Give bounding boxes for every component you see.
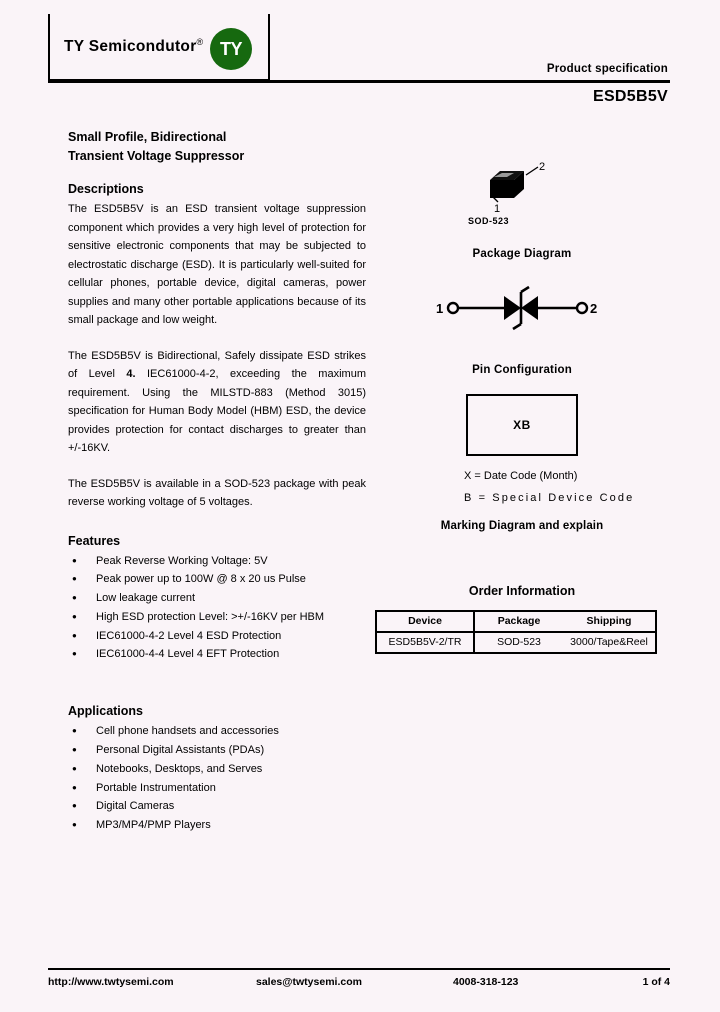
list-item: ● High ESD protection Level: >+/-16KV per HBM xyxy=(68,608,366,627)
left-column xyxy=(68,128,366,835)
svg-text:2: 2 xyxy=(539,162,546,173)
marking-box xyxy=(466,394,578,456)
description-level-value: 4. xyxy=(126,368,136,380)
features-heading: Features xyxy=(68,533,121,548)
list-item: ● Peak power up to 100W @ 8 x 20 us Pulse xyxy=(68,570,366,589)
descriptions-heading: Descriptions xyxy=(68,182,144,196)
package-3d-icon xyxy=(482,162,554,219)
order-information-table xyxy=(375,610,657,654)
list-item: ● Cell phone handsets and accessories xyxy=(68,722,366,741)
cell-shipping: 3000/Tape&Reel xyxy=(563,632,656,653)
pin-configuration-block xyxy=(372,268,672,364)
svg-text:1: 1 xyxy=(436,301,444,316)
marking-diagram-caption: Marking Diagram and explain xyxy=(440,520,604,532)
part-number-title: ESD5B5V xyxy=(592,88,668,105)
footer-divider xyxy=(48,968,670,970)
footer-email-link[interactable]: sales@twtysemi.com xyxy=(256,976,362,988)
document-title-line-1: Small Profile, Bidirectional xyxy=(68,130,227,144)
cell-package: SOD-523 xyxy=(474,632,563,653)
package-diagram-caption: Package Diagram xyxy=(472,248,572,260)
document-title-line-2: Transient Voltage Suppressor xyxy=(68,149,245,163)
table-row xyxy=(376,632,656,653)
pin-configuration-caption: Pin Configuration xyxy=(472,364,572,376)
description-paragraph-2-part-a: The ESD5B5V is Bidirectional, Safely dissipate ESD strikes of Level xyxy=(68,349,366,380)
right-column xyxy=(372,128,672,654)
marking-diagram-block xyxy=(372,394,672,532)
logo-box xyxy=(48,14,270,80)
list-item: ● Portable Instrumentation xyxy=(68,779,366,798)
marking-code-label: XB xyxy=(513,418,531,432)
marking-legend-b: B = Special Device Code xyxy=(464,492,635,504)
applications-heading: Applications xyxy=(68,704,144,719)
product-specification-label: Product specification xyxy=(546,63,668,75)
list-item: ● Digital Cameras xyxy=(68,797,366,816)
logo-badge-icon: TY xyxy=(210,28,252,70)
document-title xyxy=(68,128,366,166)
list-item: ● Peak Reverse Working Voltage: 5V xyxy=(68,552,366,571)
list-item: ● IEC61000-4-2 Level 4 ESD Protection xyxy=(68,627,366,646)
order-information-heading: Order Information xyxy=(468,584,576,598)
footer-website-link[interactable]: http://www.twtysemi.com xyxy=(48,976,174,988)
footer-page-number: 1 of 4 xyxy=(642,976,670,988)
list-item: ● Low leakage current xyxy=(68,589,366,608)
list-item: ● Notebooks, Desktops, and Serves xyxy=(68,760,366,779)
list-item: ● IEC61000-4-4 Level 4 EFT Protection xyxy=(68,645,366,664)
cell-device: ESD5B5V-2/TR xyxy=(376,632,474,653)
description-paragraph-1: The ESD5B5V is an ESD transient voltage suppression component which provides a very high level of protection for sensitive electronic components that may be subjected to electrostatic discharge (ESD). It is particularly well-suited for cellular phones, portable device, digital cameras, power supplies and many other portable applications because of its small package and low weight. xyxy=(68,203,366,326)
company-name xyxy=(64,37,203,56)
list-item: ● MP3/MP4/PMP Players xyxy=(68,816,366,835)
registered-trademark-icon: ® xyxy=(196,37,204,48)
bidirectional-tvs-symbol-icon xyxy=(436,282,606,339)
description-paragraph-3: The ESD5B5V is available in a SOD-523 package with peak reverse working voltage of 5 voltages. xyxy=(68,477,366,508)
package-diagram-block xyxy=(372,128,672,248)
marking-legend-x: X = Date Code (Month) xyxy=(464,470,578,482)
footer-phone-number: 4008-318-123 xyxy=(453,976,519,988)
features-list xyxy=(68,552,366,665)
svg-text:1: 1 xyxy=(494,203,501,214)
company-name-text: TY Semicondutor xyxy=(64,38,197,56)
description-paragraph-2-part-b: IEC61000-4-2, exceeding the maximum requirement. Using the MILSTD-883 (Method 3015) specification for Human Body Model (HBM) ESD, the device provides protection for contact discharges to greater than +/-16KV. xyxy=(68,368,366,454)
applications-list xyxy=(68,722,366,835)
package-name-label: SOD-523 xyxy=(468,216,510,226)
column-header-shipping: Shipping xyxy=(563,611,656,632)
column-header-device: Device xyxy=(376,611,474,632)
list-item: ● Personal Digital Assistants (PDAs) xyxy=(68,741,366,760)
svg-text:2: 2 xyxy=(590,301,598,316)
description-paragraph-2 xyxy=(68,347,366,458)
header-divider xyxy=(48,80,670,83)
column-header-package: Package xyxy=(474,611,563,632)
table-header-row xyxy=(376,611,656,632)
